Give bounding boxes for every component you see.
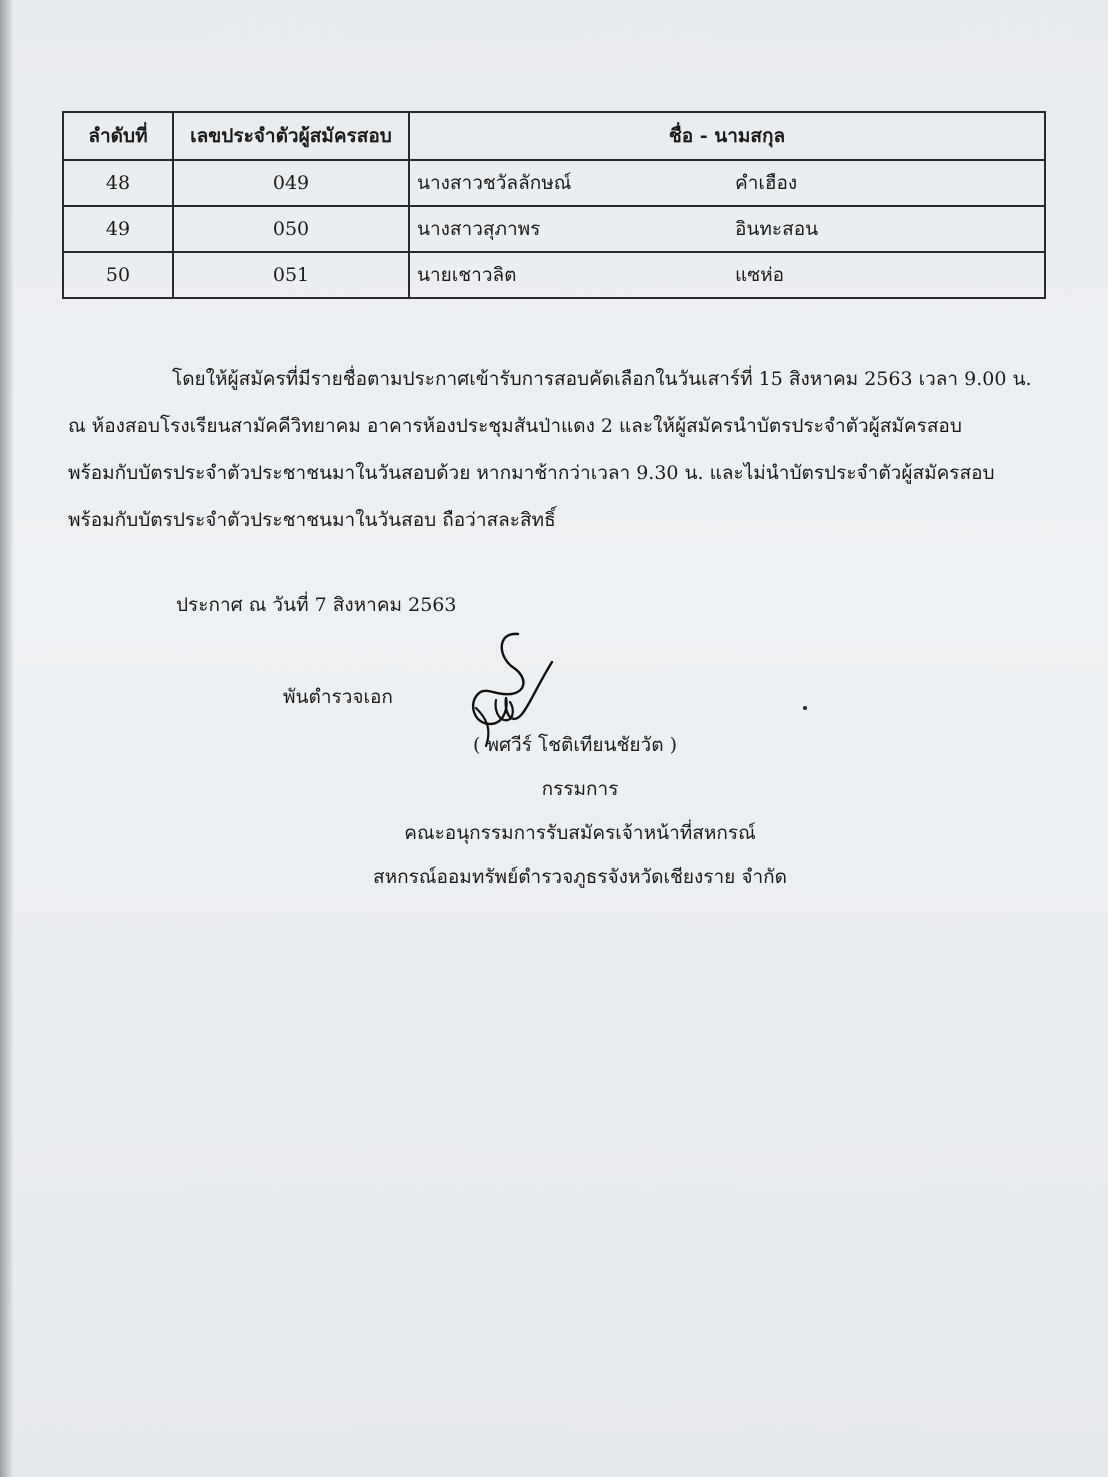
table-row bbox=[63, 206, 1045, 252]
cell-last-name: แซห่อ bbox=[735, 264, 785, 286]
notice-line: พร้อมกับบัตรประจำตัวประชาชนมาในวันสอบด้วย หากมาช้ากว่าเวลา 9.30 น. และไม่นำบัตรประจำตัวผู้สมัครสอบ bbox=[68, 462, 995, 484]
cell-full-name bbox=[409, 160, 1045, 206]
signer-rank: พันตำรวจเอก bbox=[283, 686, 393, 708]
table-row bbox=[63, 160, 1045, 206]
signer-organization: สหกรณ์ออมทรัพย์ตำรวจภูธรจังหวัดเชียงราย จำกัด bbox=[373, 866, 787, 888]
signer-committee: คณะอนุกรรมการรับสมัครเจ้าหน้าที่สหกรณ์ bbox=[404, 822, 756, 844]
cell-first-name: นางสาวสุภาพร bbox=[417, 218, 541, 240]
header-seq: ลำดับที่ bbox=[63, 112, 173, 160]
notice-paragraph bbox=[68, 356, 1048, 544]
cell-seq: 50 bbox=[63, 252, 173, 298]
notice-line: โดยให้ผู้สมัครที่มีรายชื่อตามประกาศเข้ารับการสอบคัดเลือกในวันเสาร์ที่ 15 สิงหาคม 2563 เวลา 9.00 น. bbox=[172, 368, 1032, 390]
cell-first-name: นางสาวชวัลลักษณ์ bbox=[417, 172, 572, 194]
page-edge-shadow bbox=[0, 0, 14, 1477]
notice-line: พร้อมกับบัตรประจำตัวประชาชนมาในวันสอบ ถือว่าสละสิทธิ์ bbox=[68, 509, 556, 531]
cell-applicant-id: 049 bbox=[173, 160, 409, 206]
cell-first-name: นายเชาวลิต bbox=[417, 264, 517, 286]
cell-seq: 48 bbox=[63, 160, 173, 206]
cell-full-name bbox=[409, 206, 1045, 252]
notice-line: ณ ห้องสอบโรงเรียนสามัคคีวิทยาคม อาคารห้องประชุมสันป่าแดง 2 และให้ผู้สมัครนำบัตรประจำตัวผู้สมัครสอบ bbox=[68, 415, 962, 437]
paper-speck bbox=[803, 706, 807, 710]
signer-role: กรรมการ bbox=[541, 778, 619, 800]
applicant-table bbox=[62, 111, 1046, 299]
cell-applicant-id: 050 bbox=[173, 206, 409, 252]
cell-last-name: อินทะสอน bbox=[735, 218, 819, 240]
cell-last-name: คำเฮือง bbox=[735, 172, 798, 194]
table-header-row bbox=[63, 112, 1045, 160]
signer-name: ( พศวีร์ โชติเทียนชัยวัต ) bbox=[473, 734, 678, 756]
cell-applicant-id: 051 bbox=[173, 252, 409, 298]
header-full-name: ชื่อ - นามสกุล bbox=[409, 112, 1045, 160]
table-row bbox=[63, 252, 1045, 298]
cell-seq: 49 bbox=[63, 206, 173, 252]
header-applicant-id: เลขประจำตัวผู้สมัครสอบ bbox=[173, 112, 409, 160]
announcement-date: ประกาศ ณ วันที่ 7 สิงหาคม 2563 bbox=[176, 594, 457, 616]
cell-full-name bbox=[409, 252, 1045, 298]
